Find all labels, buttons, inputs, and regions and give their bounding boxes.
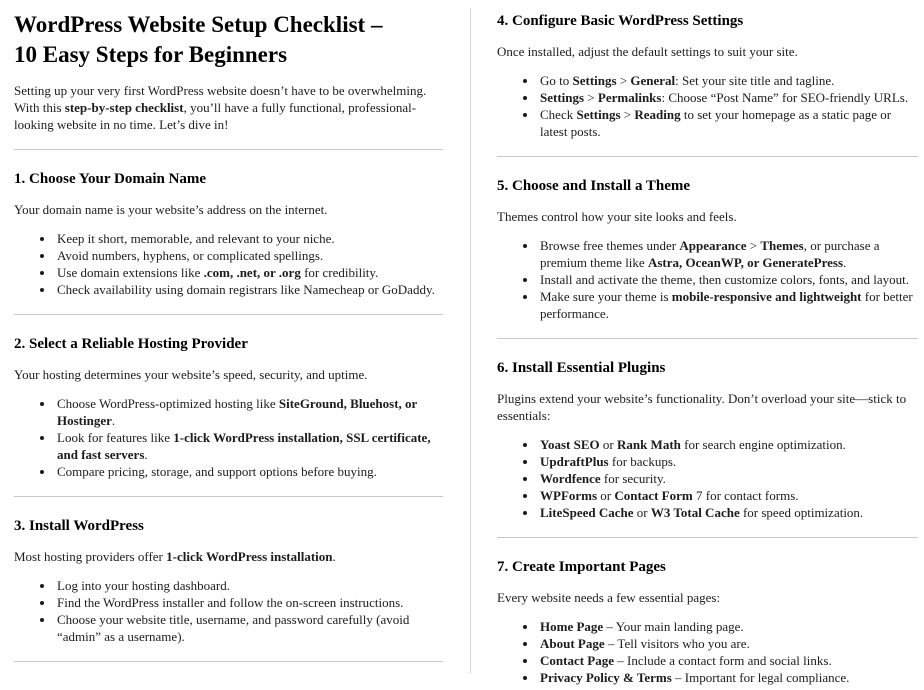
text-run: Themes control how your site looks and feels. [497, 209, 737, 224]
text-run: , or purchase a premium theme like [540, 238, 880, 270]
document-title [14, 10, 443, 70]
bullet-item [55, 577, 443, 594]
text-run: Make sure your theme is [540, 289, 672, 304]
bullet-item [538, 288, 918, 322]
text-run: . [111, 413, 116, 428]
text-run: or [597, 488, 615, 503]
text-run: – Your main landing page. [603, 619, 744, 634]
text-run: > [746, 238, 761, 253]
text-run: > [584, 90, 598, 105]
text-run: for better performance. [540, 289, 913, 321]
bullet-item [55, 463, 443, 480]
column-left [14, 0, 443, 678]
section-paragraph [497, 208, 918, 225]
bold-text: Settings [572, 73, 617, 88]
text-run: > [616, 73, 631, 88]
bold-text: Rank Math [616, 437, 681, 452]
text-run: : Set your site title and tagline. [675, 73, 835, 88]
text-run: Avoid numbers, hyphens, or complicated spellings. [57, 248, 324, 263]
bold-text: 1-click WordPress installation [166, 549, 333, 564]
bullet-item [55, 230, 443, 247]
text-run: to set your homepage as a static page or latest posts. [540, 107, 892, 139]
bullet-list [497, 436, 918, 521]
bullet-list [14, 577, 443, 645]
bullet-list [497, 72, 918, 140]
bold-text: Settings [576, 107, 621, 122]
bold-text: Yoast SEO [540, 437, 600, 452]
bold-text: Themes [760, 238, 804, 253]
bullet-item [55, 395, 443, 429]
section-paragraph [14, 201, 443, 218]
bullet-list [497, 618, 918, 686]
bold-text: Settings [540, 90, 585, 105]
bullet-item [538, 237, 918, 271]
bold-text: Permalinks [597, 90, 662, 105]
text-run: . [843, 255, 847, 270]
bold-text: LiteSpeed Cache [540, 505, 634, 520]
text-run: Most hosting providers offer [14, 549, 167, 564]
section-heading: 7. Create Important Pages [497, 559, 666, 575]
text-run: or [633, 505, 651, 520]
text-run: – Tell visitors who you are. [604, 636, 750, 651]
text-run: Choose WordPress-optimized hosting like [57, 396, 279, 411]
bullet-item [55, 429, 443, 463]
text-run: Setting up your very first WordPress website doesn’t have to be overwhelming. With this [14, 83, 427, 115]
text-run: for search engine optimization. [680, 437, 846, 452]
bullet-list [14, 230, 443, 298]
text-run: . [144, 447, 148, 462]
bullet-item [538, 453, 918, 470]
column-right [497, 0, 918, 690]
bullet-item [538, 271, 918, 288]
bullet-item [538, 470, 918, 487]
left-sections [14, 170, 443, 662]
bullet-item [538, 504, 918, 521]
text-run: 7 for contact forms. [692, 488, 799, 503]
bullet-item [538, 635, 918, 652]
bold-text: .com, .net, or .org [203, 265, 301, 280]
section-divider [14, 661, 443, 662]
section [497, 12, 918, 157]
section-divider [14, 149, 443, 150]
text-run: Compare pricing, storage, and support options before buying. [57, 464, 377, 479]
bold-text: Wordfence [540, 471, 601, 486]
text-run: – Include a contact form and social links. [614, 653, 832, 668]
section-paragraph [497, 390, 918, 424]
section-heading: 4. Configure Basic WordPress Settings [497, 13, 744, 29]
bullet-item [538, 72, 918, 89]
text-run: for security. [600, 471, 666, 486]
section [497, 558, 918, 686]
section-paragraph [497, 43, 918, 60]
bold-text: WPForms [540, 488, 598, 503]
bullet-item [538, 89, 918, 106]
bold-text: UpdraftPlus [540, 454, 609, 469]
section-divider [14, 496, 443, 497]
text-run: or [599, 437, 617, 452]
text-run: > [620, 107, 635, 122]
bold-text: Privacy Policy & Terms [540, 670, 672, 685]
section-paragraph [14, 366, 443, 383]
bold-text: mobile-responsive and lightweight [671, 289, 862, 304]
bullet-item [55, 264, 443, 281]
document-title-line-2: 10 Easy Steps for Beginners [14, 42, 288, 67]
section-heading: 2. Select a Reliable Hosting Provider [14, 336, 248, 352]
text-run: Check [540, 107, 577, 122]
bold-text: Home Page [540, 619, 604, 634]
section [14, 517, 443, 662]
text-run: Log into your hosting dashboard. [57, 578, 230, 593]
text-run: , you’ll have a fully functional, professional-looking website in no time. Let’s dive in! [14, 100, 417, 132]
section-heading: 6. Install Essential Plugins [497, 360, 666, 376]
text-run: Once installed, adjust the default settings to suit your site. [497, 44, 798, 59]
bold-text: Appearance [679, 238, 747, 253]
section-divider [497, 156, 918, 157]
bold-text: step-by-step checklist [64, 100, 184, 115]
bullet-item [55, 594, 443, 611]
bold-text: Reading [634, 107, 681, 122]
text-run: Browse free themes under [540, 238, 680, 253]
bullet-item [55, 611, 443, 645]
section [14, 335, 443, 497]
bold-text: 1-click WordPress installation, SSL certificate, and fast servers [57, 430, 431, 462]
bullet-item [538, 618, 918, 635]
text-run: Plugins extend your website’s functionality. Don’t overload your site—stick to essentials: [497, 391, 907, 423]
bold-text: Contact Form [614, 488, 693, 503]
text-run: Keep it short, memorable, and relevant to your niche. [57, 231, 335, 246]
text-run: Check availability using domain registrars like Namecheap or GoDaddy. [57, 282, 435, 297]
bullet-item [55, 281, 443, 298]
text-run: Choose your website title, username, and password carefully (avoid “admin” as a username). [57, 612, 410, 644]
section-paragraph [14, 548, 443, 565]
bold-text: SiteGround, Bluehost, or Hostinger [57, 396, 418, 428]
text-run: Find the WordPress installer and follow the on-screen instructions. [57, 595, 404, 610]
section-heading: 3. Install WordPress [14, 518, 144, 534]
section-divider [497, 537, 918, 538]
bold-text: General [630, 73, 676, 88]
column-divider-line [470, 8, 471, 673]
section-divider [497, 338, 918, 339]
text-run: for speed optimization. [739, 505, 864, 520]
bold-text: Astra, OceanWP, or GeneratePress [647, 255, 844, 270]
right-sections [497, 12, 918, 686]
section-divider [14, 314, 443, 315]
bullet-list [497, 237, 918, 322]
document-title-line-1: WordPress Website Setup Checklist – [14, 12, 383, 37]
section-heading: 1. Choose Your Domain Name [14, 171, 207, 187]
text-run: . [332, 549, 336, 564]
text-run: Your hosting determines your website’s speed, security, and uptime. [14, 367, 368, 382]
section [497, 177, 918, 339]
bold-text: Contact Page [540, 653, 615, 668]
text-run: Install and activate the theme, then customize colors, fonts, and layout. [540, 272, 909, 287]
bullet-item [538, 487, 918, 504]
text-run: Every website needs a few essential pages: [497, 590, 721, 605]
text-run: Go to [540, 73, 573, 88]
bullet-item [538, 669, 918, 686]
bullet-list [14, 395, 443, 480]
bullet-item [538, 436, 918, 453]
bullet-item [538, 652, 918, 669]
text-run: Use domain extensions like [57, 265, 204, 280]
text-run: Your domain name is your website’s address on the internet. [14, 202, 328, 217]
section-heading: 5. Choose and Install a Theme [497, 178, 691, 194]
text-run: – Important for legal compliance. [671, 670, 850, 685]
section [497, 359, 918, 538]
intro-paragraph [14, 82, 443, 133]
text-run: for backups. [608, 454, 677, 469]
text-run: Look for features like [57, 430, 174, 445]
section [14, 170, 443, 315]
text-run: for credibility. [300, 265, 379, 280]
section-paragraph [497, 589, 918, 606]
bold-text: About Page [540, 636, 605, 651]
bold-text: W3 Total Cache [650, 505, 740, 520]
bullet-item [538, 106, 918, 140]
text-run: : Choose “Post Name” for SEO-friendly URLs. [661, 90, 909, 105]
bullet-item [55, 247, 443, 264]
